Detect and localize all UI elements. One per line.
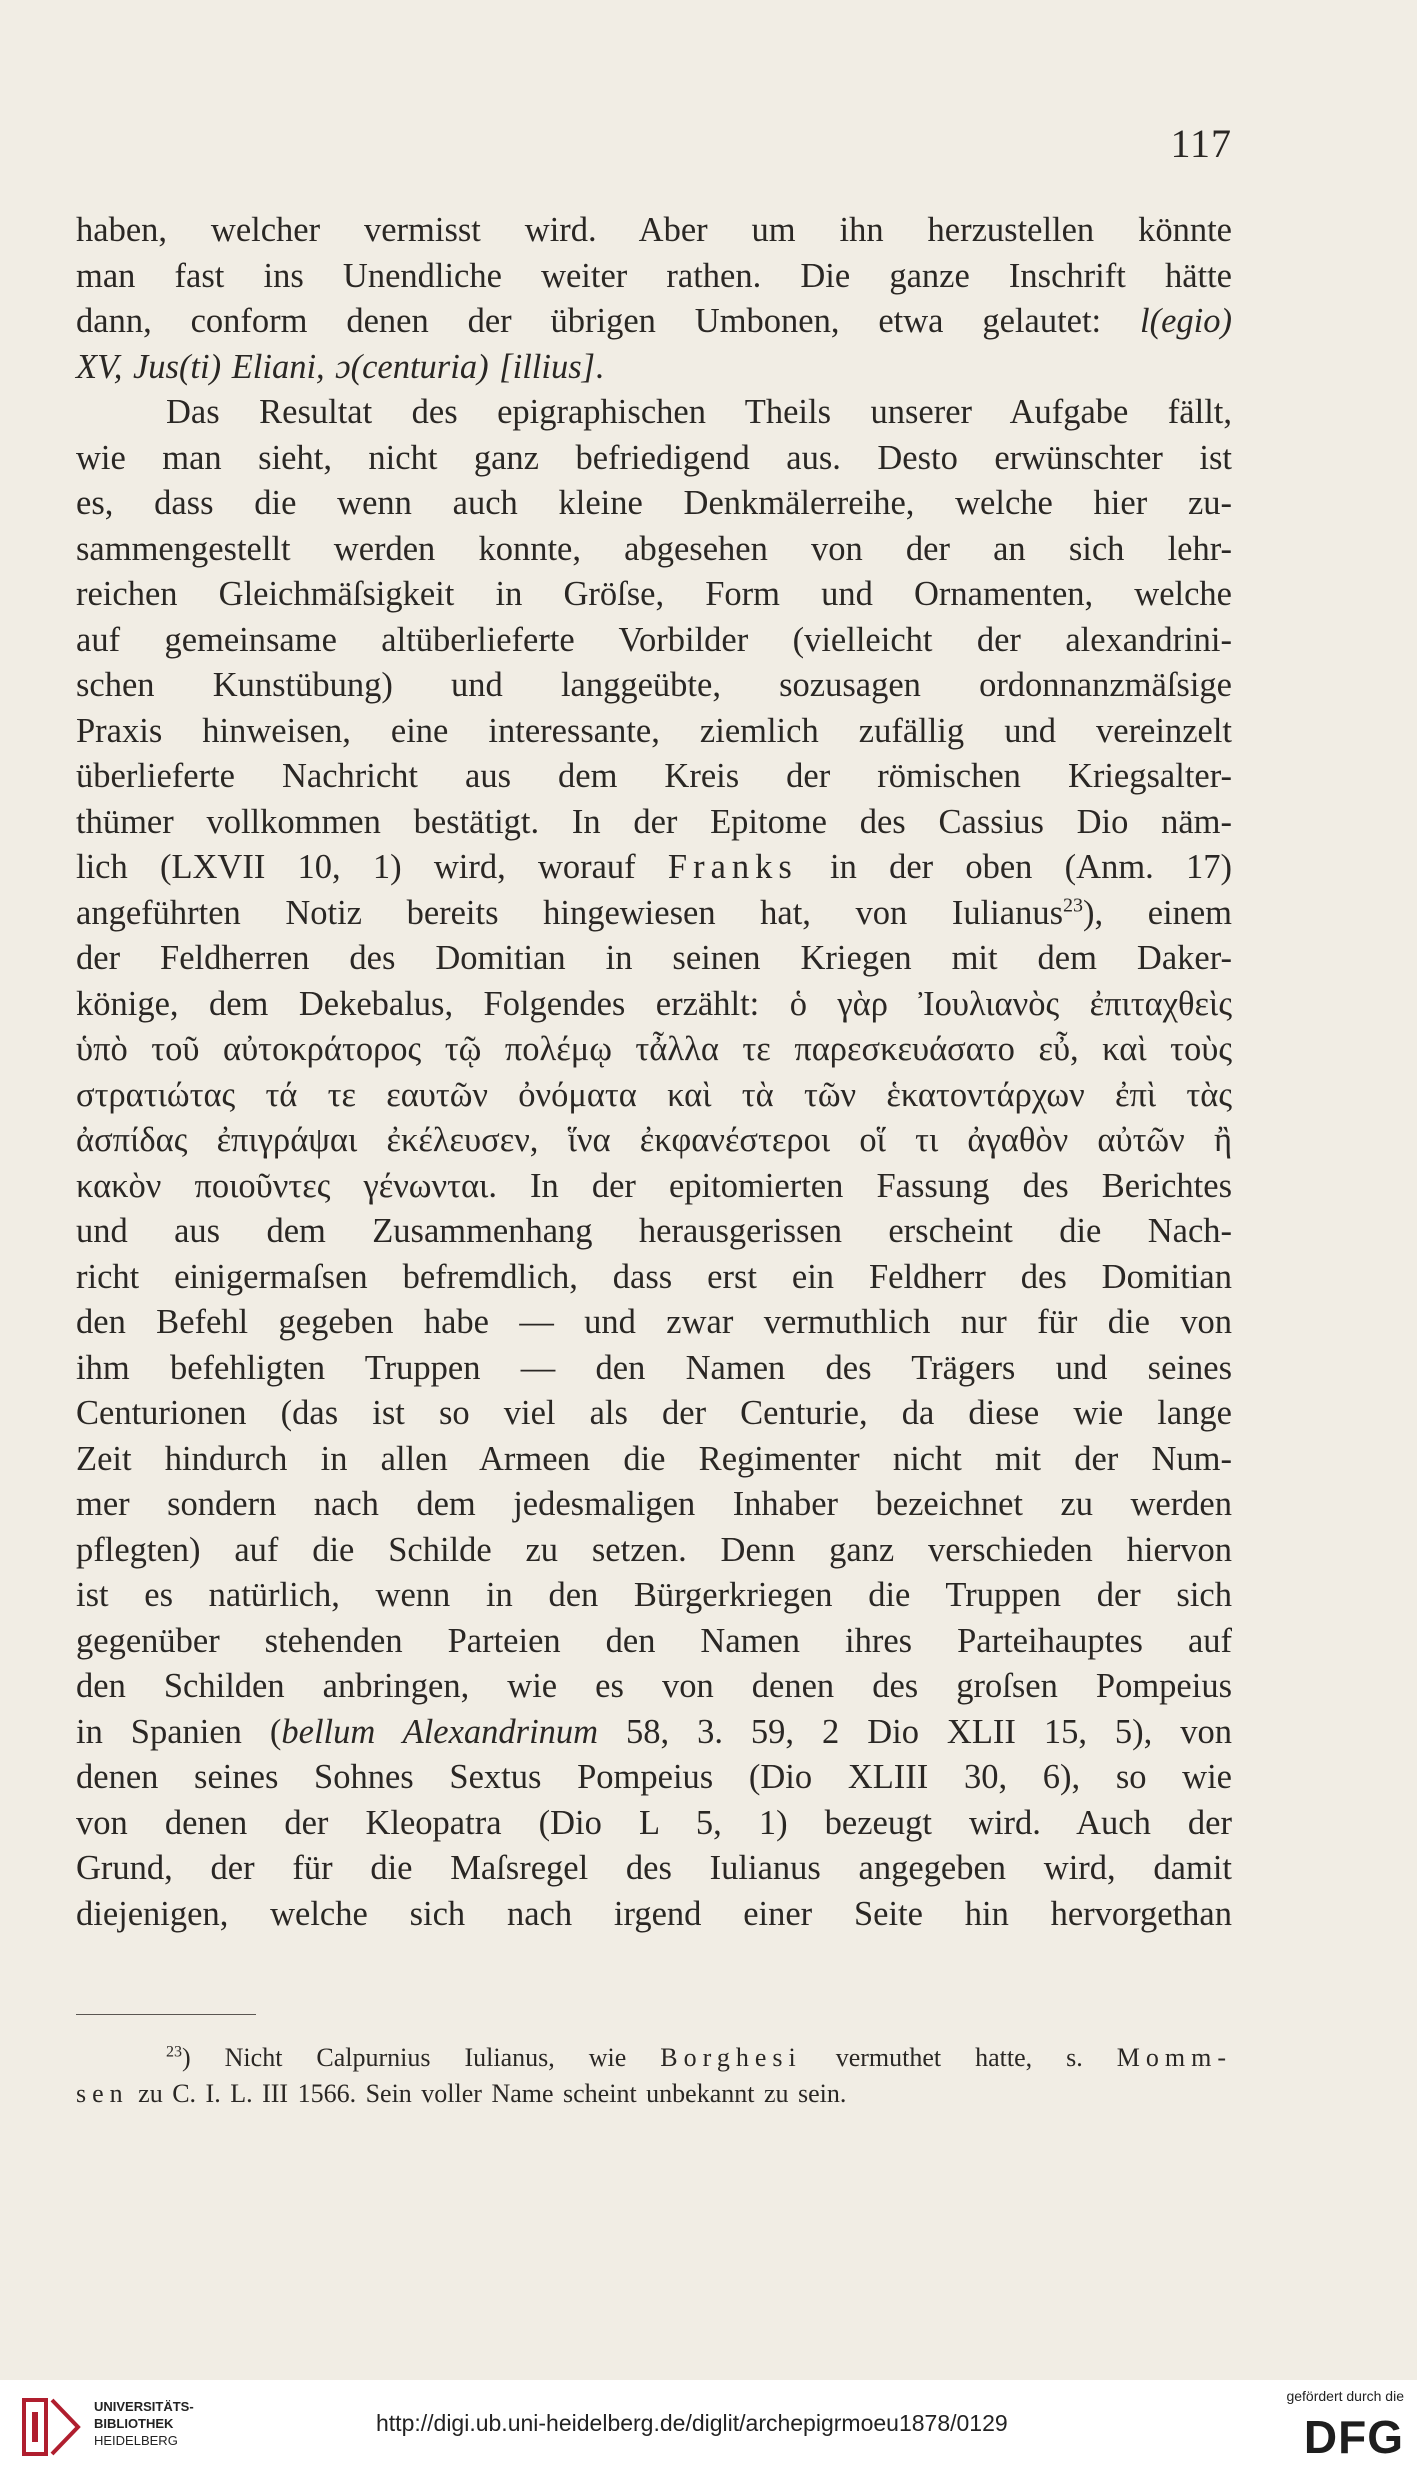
body-text-line bbox=[76, 527, 1232, 573]
body-text-line bbox=[76, 1846, 1232, 1892]
text-run: mer sondern nach dem jedesmaligen Inhaber bezeichnet zu werden bbox=[76, 1485, 1232, 1523]
text-run: κακὸν ποιοῦντες γένωνται. In der epitomierten Fassung des Berichtes bbox=[76, 1166, 1232, 1205]
body-text-line bbox=[76, 1482, 1232, 1528]
university-library-logo-icon bbox=[16, 2392, 86, 2462]
text-run: lich (LXVII 10, 1) wird, worauf bbox=[76, 848, 668, 886]
body-text-line bbox=[76, 709, 1232, 755]
text-run: pflegten) auf die Schilde zu setzen. Denn ganz verschieden hiervon bbox=[76, 1530, 1232, 1569]
body-text-line bbox=[76, 845, 1232, 891]
text-run: wie man sieht, nicht ganz befriedigend aus. Desto erwünschter ist bbox=[76, 438, 1232, 477]
body-text-line bbox=[76, 618, 1232, 664]
text-run: den Schilden anbringen, wie es von denen des groſsen Pompeius bbox=[76, 1667, 1232, 1705]
body-text-line bbox=[76, 1164, 1232, 1210]
text-run: angeführten Notiz bereits hingewiesen hat, von Iulianus bbox=[76, 893, 1063, 932]
body-text-line bbox=[76, 1300, 1232, 1346]
text-run: und aus dem Zusammenhang herausgerissen erscheint die Nach- bbox=[76, 1212, 1232, 1250]
text-run: von denen der Kleopatra (Dio L 5, 1) bezeugt wird. Auch der bbox=[76, 1803, 1232, 1842]
footnote-marker: 23 bbox=[166, 2043, 182, 2061]
text-run: dann, conform denen der übrigen Umbonen, etwa gelautet: bbox=[76, 302, 1141, 340]
text-run: überlieferte Nachricht aus dem Kreis der römischen Kriegsalter- bbox=[76, 757, 1232, 795]
text-run: auf gemeinsame altüberlieferte Vorbilder (vielleicht der alexandrini- bbox=[76, 620, 1232, 659]
body-text-line bbox=[76, 390, 1232, 436]
footer-bar bbox=[0, 2380, 1417, 2474]
text-run: Praxis hinweisen, eine interessante, ziemlich zufällig und vereinzelt bbox=[76, 711, 1232, 750]
body-text-line bbox=[76, 936, 1232, 982]
text-run: Das Resultat des epigraphischen Theils unserer Aufgabe fällt, bbox=[166, 393, 1232, 431]
university-name-line-3: HEIDELBERG bbox=[94, 2433, 178, 2448]
body-text-line bbox=[76, 1573, 1232, 1619]
text-run: ὑπὸ τοῦ αὐτοκράτορος τῷ πολέμῳ τἆλλα τε παρεσκευάσατο εὖ, καὶ τοὺς bbox=[76, 1030, 1232, 1068]
text-run: στρατιώτας τά τε εαυτῶν ὀνόματα καὶ τὰ τῶν ἑκατοντάρχων ἐπὶ τὰς bbox=[76, 1075, 1232, 1114]
page-number: 117 bbox=[1170, 121, 1232, 166]
body-text-line bbox=[76, 1073, 1232, 1119]
university-library-name bbox=[94, 2398, 194, 2449]
text-run: ) Nicht Calpurnius Iulianus, wie bbox=[182, 2043, 661, 2072]
italic-text: l(egio) bbox=[1140, 302, 1232, 340]
italic-text: XV, Jus(ti) Eliani, ɔ(centuria) [illius] bbox=[76, 347, 596, 386]
body-text-line bbox=[76, 1801, 1232, 1847]
text-run: ihm befehligten Truppen — den Namen des Trägers und seines bbox=[76, 1348, 1232, 1387]
text-run: vermuthet hatte, s. bbox=[801, 2043, 1117, 2072]
text-run: schen Kunstübung) und langgeübte, sozusagen ordonnanzmäſsige bbox=[76, 666, 1232, 704]
body-text-line bbox=[76, 1892, 1232, 1938]
text-run: richt einigermaſsen befremdlich, dass erst ein Feldherr des Domitian bbox=[76, 1257, 1232, 1296]
body-text-line bbox=[76, 572, 1232, 618]
footnote-marker: 23 bbox=[1063, 894, 1083, 916]
body-text-line bbox=[76, 1755, 1232, 1801]
dfg-logo: DFG bbox=[1303, 2411, 1404, 2463]
footnote-line bbox=[76, 2076, 1232, 2112]
text-run: den Befehl gegeben habe — und zwar vermuthlich nur für die von bbox=[76, 1303, 1232, 1341]
body-text-line bbox=[76, 1528, 1232, 1574]
text-run: zu C. I. L. III 1566. Sein voller Name scheint unbekannt zu sein. bbox=[128, 2079, 847, 2108]
body-text-line bbox=[76, 663, 1232, 709]
body-text-line bbox=[76, 1346, 1232, 1392]
text-run: diejenigen, welche sich nach irgend einer Seite hin hervorgethan bbox=[76, 1894, 1232, 1933]
spaced-name: Borghesi bbox=[660, 2043, 802, 2072]
spaced-name: Momm- bbox=[1116, 2043, 1232, 2072]
text-run: könige, dem Dekebalus, Folgendes erzählt: ὁ γὰρ Ἰουλιανὸς ἐπιταχθεὶς bbox=[76, 984, 1232, 1023]
body-text-line bbox=[76, 345, 1232, 391]
body-text-line bbox=[76, 208, 1232, 254]
permalink-url[interactable]: http://digi.ub.uni-heidelberg.de/diglit/archepigrmoeu1878/0129 bbox=[376, 2410, 1008, 2436]
text-run: in Spanien ( bbox=[76, 1712, 282, 1751]
body-text-line bbox=[76, 1255, 1232, 1301]
body-text-line bbox=[76, 299, 1232, 345]
body-text-line bbox=[76, 481, 1232, 527]
text-run: in der oben (Anm. 17) bbox=[797, 848, 1232, 886]
body-text bbox=[76, 208, 1232, 1937]
body-text-line bbox=[76, 254, 1232, 300]
italic-text: bellum Alexandrinum bbox=[281, 1712, 599, 1751]
body-text-line bbox=[76, 436, 1232, 482]
spaced-name: Franks bbox=[667, 848, 798, 886]
body-text-line bbox=[76, 891, 1232, 937]
text-run: 58, 3. 59, 2 Dio XLII 15, 5), von bbox=[598, 1712, 1232, 1751]
text-run: Zeit hindurch in allen Armeen die Regimenter nicht mit der Num- bbox=[76, 1439, 1232, 1478]
spaced-name: sen bbox=[76, 2079, 129, 2108]
body-text-line bbox=[76, 800, 1232, 846]
text-run: es, dass die wenn auch kleine Denkmälerreihe, welche hier zu- bbox=[76, 484, 1232, 522]
text-run: man fast ins Unendliche weiter rathen. Die ganze Inschrift hätte bbox=[76, 256, 1232, 295]
body-text-line bbox=[76, 1027, 1232, 1073]
text-run: Grund, der für die Maſsregel des Iulianus angegeben wird, damit bbox=[76, 1849, 1232, 1887]
university-name-line-1: UNIVERSITÄTS- bbox=[94, 2399, 194, 2414]
text-run: Centurionen (das ist so viel als der Centurie, da diese wie lange bbox=[76, 1394, 1232, 1432]
text-run: thümer vollkommen bestätigt. In der Epitome des Cassius Dio näm- bbox=[76, 802, 1232, 841]
body-text-line bbox=[76, 1710, 1232, 1756]
body-text-line bbox=[76, 1391, 1232, 1437]
footnote-divider bbox=[76, 2014, 256, 2015]
university-name-line-2: BIBLIOTHEK bbox=[94, 2416, 174, 2431]
body-text-line bbox=[76, 754, 1232, 800]
text-run: gegenüber stehenden Parteien den Namen ihres Parteihauptes auf bbox=[76, 1621, 1232, 1660]
body-text-line bbox=[76, 1437, 1232, 1483]
text-run: ist es natürlich, wenn in den Bürgerkriegen die Truppen der sich bbox=[76, 1576, 1232, 1614]
body-text-line bbox=[76, 982, 1232, 1028]
text-run: ), einem bbox=[1083, 893, 1232, 932]
body-text-line bbox=[76, 1664, 1232, 1710]
footnotes bbox=[76, 2040, 1232, 2112]
text-run: ἀσπίδας ἐπιγράψαι ἐκέλευσεν, ἵνα ἐκφανέστεροι οἵ τι ἀγαθὸν αὐτῶν ἢ bbox=[76, 1121, 1232, 1159]
text-run: . bbox=[595, 347, 604, 386]
text-run: haben, welcher vermisst wird. Aber um ihn herzustellen könnte bbox=[76, 211, 1232, 249]
body-text-line bbox=[76, 1619, 1232, 1665]
text-run: der Feldherren des Domitian in seinen Kriegen mit dem Daker- bbox=[76, 939, 1232, 977]
body-text-line bbox=[76, 1209, 1232, 1255]
text-run: reichen Gleichmäſsigkeit in Gröſse, Form und Ornamenten, welche bbox=[76, 575, 1232, 613]
funded-by-label: gefördert durch die bbox=[1286, 2388, 1404, 2404]
text-run: denen seines Sohnes Sextus Pompeius (Dio XLIII 30, 6), so wie bbox=[76, 1758, 1232, 1796]
body-text-line bbox=[76, 1118, 1232, 1164]
text-run: sammengestellt werden konnte, abgesehen von der an sich lehr- bbox=[76, 529, 1232, 568]
footnote-line bbox=[76, 2040, 1232, 2076]
